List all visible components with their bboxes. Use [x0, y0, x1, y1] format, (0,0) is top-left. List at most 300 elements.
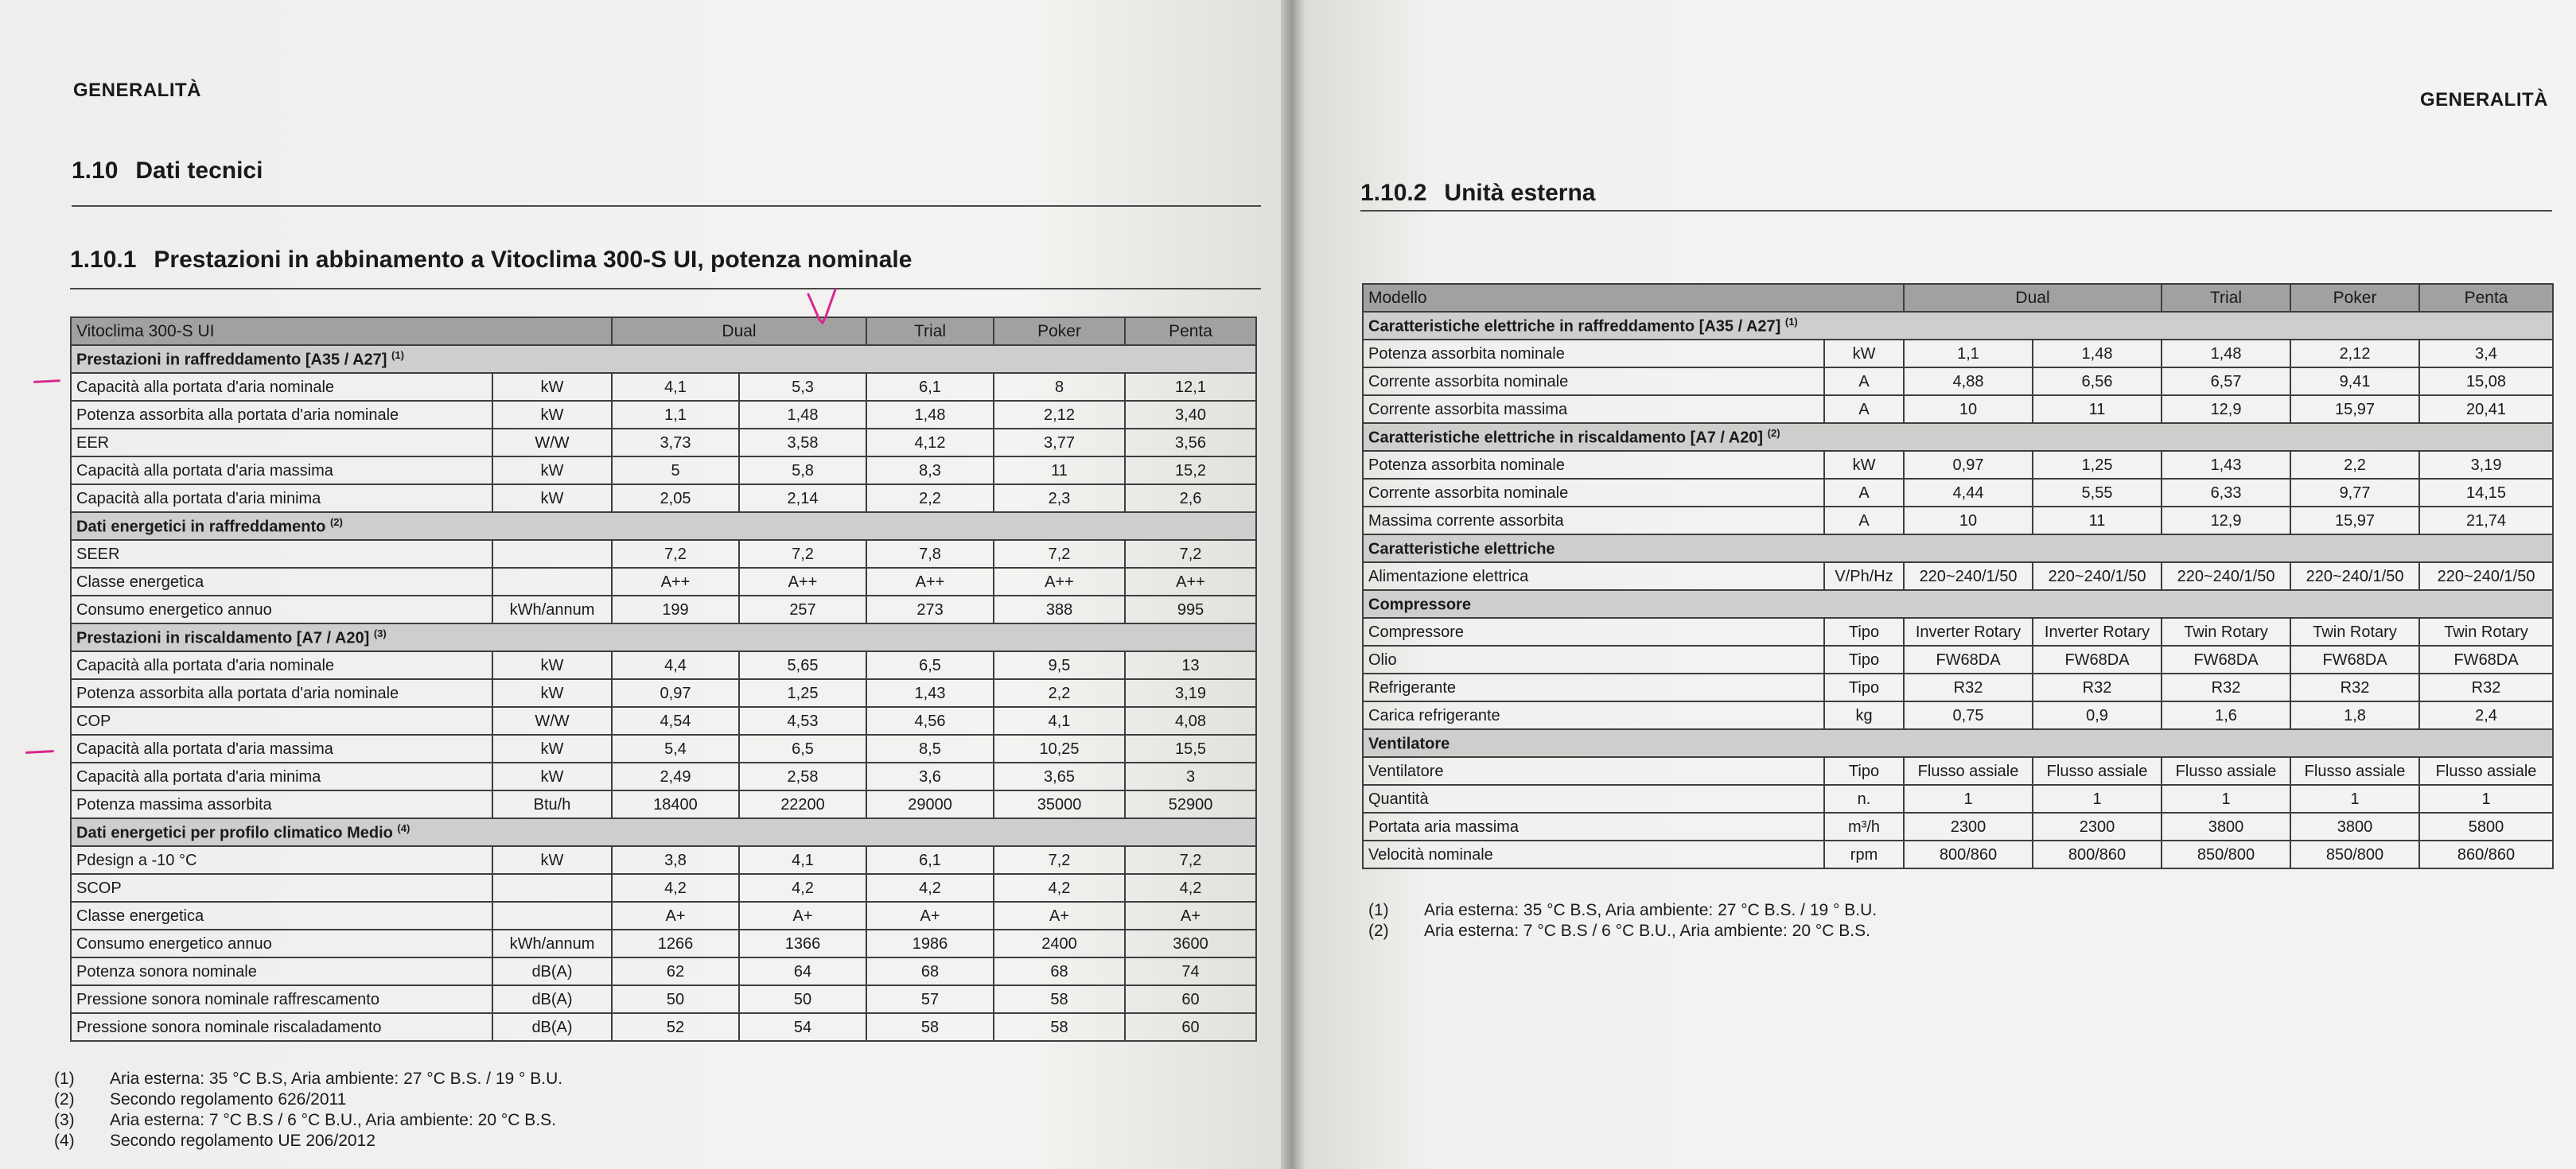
row-value: 0,97	[1904, 451, 2033, 479]
table-row	[71, 484, 1256, 512]
subsection-number: 1.10.2	[1360, 180, 1427, 206]
section-title-text: Prestazioni in riscaldamento [A7 / A20]	[76, 629, 370, 647]
header-dual: Dual	[612, 317, 866, 345]
footnote	[54, 1089, 562, 1110]
row-value: 1,48	[2033, 340, 2162, 367]
row-unit: dB(A)	[492, 957, 612, 985]
row-value: 3,56	[1125, 429, 1256, 456]
row-value: 3800	[2162, 813, 2290, 841]
row-value: 4,54	[612, 707, 739, 735]
header-poker: Poker	[994, 317, 1125, 345]
row-label: Potenza sonora nominale	[71, 957, 492, 985]
row-unit: kW	[492, 401, 612, 429]
row-value: 1	[2033, 785, 2162, 813]
row-label: Classe energetica	[71, 902, 492, 930]
row-value: 12,9	[2162, 395, 2290, 423]
row-value: 60	[1125, 985, 1256, 1013]
footnote-number: (1)	[54, 1070, 75, 1088]
row-value: 4,44	[1904, 479, 2033, 507]
section-title-text: Caratteristiche elettriche	[1368, 540, 1555, 558]
row-value: 50	[739, 985, 866, 1013]
row-value: 10	[1904, 507, 2033, 534]
row-value: 388	[994, 596, 1125, 623]
footnote-number: (1)	[1368, 901, 1389, 919]
row-label: Pdesign a -10 °C	[71, 846, 492, 874]
row-value: 21,74	[2419, 507, 2553, 534]
row-unit: kW	[492, 484, 612, 512]
row-value: FW68DA	[2033, 646, 2162, 674]
row-unit: kW	[492, 846, 612, 874]
footnote-number: (2)	[1368, 922, 1389, 940]
footnote	[1368, 921, 1877, 942]
row-label: Consumo energetico annuo	[71, 596, 492, 623]
table-row	[71, 930, 1256, 957]
row-value: 220~240/1/50	[2033, 562, 2162, 590]
row-value: Twin Rotary	[2290, 618, 2419, 646]
row-value: 58	[994, 1013, 1125, 1041]
table-row	[1363, 618, 2553, 646]
row-value: 15,97	[2290, 395, 2419, 423]
row-value: 1,25	[739, 679, 866, 707]
row-value: 5,65	[739, 651, 866, 679]
row-value: 9,77	[2290, 479, 2419, 507]
row-value: 3	[1125, 763, 1256, 790]
row-value: 2300	[2033, 813, 2162, 841]
table-row	[71, 651, 1256, 679]
row-value: R32	[1904, 674, 2033, 701]
row-value: 68	[866, 957, 994, 985]
section-label	[71, 345, 1256, 373]
row-label: SCOP	[71, 874, 492, 902]
table-row	[71, 401, 1256, 429]
row-label: Corrente assorbita nominale	[1363, 479, 1824, 507]
row-value: 9,41	[2290, 367, 2419, 395]
row-value: Twin Rotary	[2419, 618, 2553, 646]
row-value: 3,6	[866, 763, 994, 790]
row-value: 7,2	[994, 540, 1125, 568]
left-page	[0, 0, 1281, 1169]
row-value: 12,9	[2162, 507, 2290, 534]
row-value: 2,4	[2419, 701, 2553, 729]
row-value: 4,1	[994, 707, 1125, 735]
row-value: 2,49	[612, 763, 739, 790]
row-label: Corrente assorbita massima	[1363, 395, 1824, 423]
section-title-text: Compressore	[1368, 596, 1471, 614]
row-unit: A	[1824, 507, 1904, 534]
row-value: 58	[866, 1013, 994, 1041]
row-label: SEER	[71, 540, 492, 568]
table-row	[1363, 813, 2553, 841]
row-value: 2,2	[994, 679, 1125, 707]
table-row	[71, 874, 1256, 902]
row-unit: kW	[492, 456, 612, 484]
row-value: 4,2	[739, 874, 866, 902]
row-value: 4,4	[612, 651, 739, 679]
row-value: 1,1	[612, 401, 739, 429]
row-value: 15,2	[1125, 456, 1256, 484]
row-label: Quantità	[1363, 785, 1824, 813]
row-unit	[492, 902, 612, 930]
row-value: 2,2	[866, 484, 994, 512]
row-value: 74	[1125, 957, 1256, 985]
row-unit: Tipo	[1824, 757, 1904, 785]
footnote-ref: (1)	[391, 349, 404, 362]
section-title: Dati tecnici	[135, 157, 263, 184]
row-label: Capacità alla portata d'aria nominale	[71, 651, 492, 679]
row-unit: A	[1824, 367, 1904, 395]
row-value: 3,58	[739, 429, 866, 456]
row-value: Inverter Rotary	[2033, 618, 2162, 646]
row-value: 29000	[866, 790, 994, 818]
table-row	[1363, 479, 2553, 507]
row-unit: dB(A)	[492, 1013, 612, 1041]
row-label: Carica refrigerante	[1363, 701, 1824, 729]
row-value: 6,33	[2162, 479, 2290, 507]
row-value: 257	[739, 596, 866, 623]
table-row	[1363, 646, 2553, 674]
row-label: Potenza assorbita alla portata d'aria nominale	[71, 679, 492, 707]
footnote-text: Secondo regolamento 626/2011	[110, 1090, 347, 1109]
row-value: 0,9	[2033, 701, 2162, 729]
row-unit: kW	[492, 651, 612, 679]
performance-table	[70, 317, 1257, 1042]
row-value: 3,65	[994, 763, 1125, 790]
row-value: 62	[612, 957, 739, 985]
row-value: 7,2	[739, 540, 866, 568]
row-value: A++	[1125, 568, 1256, 596]
subsection-rule-left	[70, 288, 1261, 289]
row-value: 1	[2419, 785, 2553, 813]
table-header	[71, 317, 1256, 345]
table-row	[1363, 562, 2553, 590]
row-value: 1,25	[2033, 451, 2162, 479]
table-row	[71, 763, 1256, 790]
footnote-text: Aria esterna: 7 °C B.S / 6 °C B.U., Aria ambiente: 20 °C B.S.	[1424, 922, 1870, 940]
header-dual: Dual	[1904, 284, 2162, 312]
row-unit: V/Ph/Hz	[1824, 562, 1904, 590]
row-value: 22200	[739, 790, 866, 818]
footnote	[54, 1131, 562, 1152]
row-value: 8,5	[866, 735, 994, 763]
footnote	[54, 1069, 562, 1089]
row-unit	[492, 874, 612, 902]
row-unit: W/W	[492, 429, 612, 456]
row-unit: A	[1824, 395, 1904, 423]
section-title-text: Ventilatore	[1368, 735, 1450, 753]
table-row	[71, 1013, 1256, 1041]
row-label: Alimentazione elettrica	[1363, 562, 1824, 590]
row-value: 18400	[612, 790, 739, 818]
row-unit: kW	[492, 679, 612, 707]
row-unit: m³/h	[1824, 813, 1904, 841]
footnote-ref: (2)	[329, 516, 343, 529]
row-value: 5	[612, 456, 739, 484]
row-label: Olio	[1363, 646, 1824, 674]
table-section-row	[1363, 729, 2553, 757]
row-value: 1986	[866, 930, 994, 957]
table-row	[71, 679, 1256, 707]
row-value: 3,4	[2419, 340, 2553, 367]
row-value: 1	[2290, 785, 2419, 813]
row-value: FW68DA	[2162, 646, 2290, 674]
outdoor-unit-table	[1362, 283, 2554, 869]
row-value: 54	[739, 1013, 866, 1041]
row-value: R32	[2162, 674, 2290, 701]
table-row	[1363, 701, 2553, 729]
table-row	[71, 429, 1256, 456]
table-row	[71, 373, 1256, 401]
section-number: 1.10	[72, 157, 119, 184]
row-value: 9,5	[994, 651, 1125, 679]
row-unit: W/W	[492, 707, 612, 735]
row-label: Compressore	[1363, 618, 1824, 646]
row-label: Capacità alla portata d'aria massima	[71, 735, 492, 763]
row-label: Potenza assorbita nominale	[1363, 340, 1824, 367]
table-row	[71, 568, 1256, 596]
row-value: 12,1	[1125, 373, 1256, 401]
subsection-heading-left	[70, 247, 912, 274]
row-value: 14,15	[2419, 479, 2553, 507]
row-label: Potenza assorbita alla portata d'aria nominale	[71, 401, 492, 429]
table-row	[1363, 367, 2553, 395]
row-label: COP	[71, 707, 492, 735]
row-value: 7,2	[1125, 540, 1256, 568]
table-section-row	[71, 512, 1256, 540]
pen-check-icon	[805, 288, 840, 328]
table-row	[71, 540, 1256, 568]
row-value: A++	[739, 568, 866, 596]
row-value: FW68DA	[1904, 646, 2033, 674]
row-unit: A	[1824, 479, 1904, 507]
row-value: Flusso assiale	[1904, 757, 2033, 785]
header-penta: Penta	[1125, 317, 1256, 345]
row-value: 4,53	[739, 707, 866, 735]
row-value: R32	[2033, 674, 2162, 701]
row-unit: kW	[492, 763, 612, 790]
row-value: 11	[994, 456, 1125, 484]
table-row	[71, 596, 1256, 623]
row-value: 2,12	[2290, 340, 2419, 367]
row-value: Twin Rotary	[2162, 618, 2290, 646]
row-value: 220~240/1/50	[1904, 562, 2033, 590]
row-value: FW68DA	[2290, 646, 2419, 674]
table-row	[71, 735, 1256, 763]
row-unit: kWh/annum	[492, 596, 612, 623]
table-row	[71, 985, 1256, 1013]
subsection-title: Unità esterna	[1444, 180, 1596, 206]
row-value: 5,8	[739, 456, 866, 484]
section-title-text: Prestazioni in raffreddamento [A35 / A27]	[76, 351, 387, 369]
row-value: 52	[612, 1013, 739, 1041]
row-value: 3,73	[612, 429, 739, 456]
row-value: 52900	[1125, 790, 1256, 818]
row-label: Portata aria massima	[1363, 813, 1824, 841]
row-value: 8	[994, 373, 1125, 401]
row-value: A+	[1125, 902, 1256, 930]
header-poker: Poker	[2290, 284, 2419, 312]
row-label: Pressione sonora nominale raffrescamento	[71, 985, 492, 1013]
pen-highlight-mark	[25, 750, 54, 754]
row-value: 220~240/1/50	[2290, 562, 2419, 590]
row-value: 3600	[1125, 930, 1256, 957]
row-value: 0,75	[1904, 701, 2033, 729]
row-unit: Tipo	[1824, 618, 1904, 646]
row-value: 2,05	[612, 484, 739, 512]
table-row	[1363, 674, 2553, 701]
subsection-heading-right	[1360, 180, 1596, 207]
header-model: Modello	[1363, 284, 1904, 312]
section-label	[1363, 590, 2553, 618]
row-value: 2300	[1904, 813, 2033, 841]
row-value: A++	[612, 568, 739, 596]
running-head-right: GENERALITÀ	[2420, 89, 2548, 111]
row-value: 1,6	[2162, 701, 2290, 729]
row-value: 800/860	[2033, 841, 2162, 868]
row-value: 2400	[994, 930, 1125, 957]
footnote-number: (2)	[54, 1090, 75, 1109]
section-label	[71, 512, 1256, 540]
right-page	[1305, 0, 2576, 1169]
table-row	[71, 790, 1256, 818]
header-model: Vitoclima 300-S UI	[71, 317, 612, 345]
table-row	[1363, 507, 2553, 534]
row-unit: n.	[1824, 785, 1904, 813]
header-trial: Trial	[2162, 284, 2290, 312]
section-label	[1363, 423, 2553, 451]
row-value: 860/860	[2419, 841, 2553, 868]
row-label: EER	[71, 429, 492, 456]
row-value: 5,4	[612, 735, 739, 763]
row-value: 2,14	[739, 484, 866, 512]
section-label	[1363, 729, 2553, 757]
table-row	[1363, 785, 2553, 813]
footnote-ref: (2)	[1767, 427, 1780, 440]
row-label: Corrente assorbita nominale	[1363, 367, 1824, 395]
row-value: 6,5	[866, 651, 994, 679]
footnote-text: Aria esterna: 35 °C B.S, Aria ambiente: 27 °C B.S. / 19 ° B.U.	[110, 1070, 563, 1088]
row-value: 4,2	[866, 874, 994, 902]
row-value: 7,2	[612, 540, 739, 568]
subsection-title: Prestazioni in abbinamento a Vitoclima 300-S UI, potenza nominale	[154, 247, 912, 273]
running-head-left: GENERALITÀ	[73, 80, 201, 101]
table-row	[1363, 340, 2553, 367]
row-value: 1	[2162, 785, 2290, 813]
table-section-row	[1363, 423, 2553, 451]
row-value: 4,56	[866, 707, 994, 735]
table-row	[71, 456, 1256, 484]
row-unit: Tipo	[1824, 674, 1904, 701]
row-value: A+	[739, 902, 866, 930]
row-value: 1,48	[866, 401, 994, 429]
row-value: 7,2	[1125, 846, 1256, 874]
row-label: Velocità nominale	[1363, 841, 1824, 868]
row-unit: kW	[492, 735, 612, 763]
row-value: R32	[2290, 674, 2419, 701]
row-value: Flusso assiale	[2419, 757, 2553, 785]
row-unit	[492, 568, 612, 596]
section-title-text: Dati energetici in raffreddamento	[76, 518, 326, 536]
row-value: 4,2	[1125, 874, 1256, 902]
footnote-ref: (3)	[373, 627, 387, 640]
footnote-text: Aria esterna: 7 °C B.S / 6 °C B.U., Aria ambiente: 20 °C B.S.	[110, 1111, 556, 1129]
table-section-row	[71, 623, 1256, 651]
row-value: 5,3	[739, 373, 866, 401]
row-value: A+	[866, 902, 994, 930]
subsection-rule-right	[1360, 210, 2552, 212]
row-unit: kW	[1824, 340, 1904, 367]
footnote-number: (3)	[54, 1111, 75, 1129]
table-row	[71, 707, 1256, 735]
table-section-row	[1363, 534, 2553, 562]
section-label	[71, 623, 1256, 651]
table-row	[71, 957, 1256, 985]
table-row	[1363, 757, 2553, 785]
row-value: A++	[866, 568, 994, 596]
footnote-text: Aria esterna: 35 °C B.S, Aria ambiente: 27 °C B.S. / 19 ° B.U.	[1424, 901, 1878, 919]
table-section-row	[71, 818, 1256, 846]
row-value: 1	[1904, 785, 2033, 813]
row-value: A+	[612, 902, 739, 930]
row-value: 3,19	[1125, 679, 1256, 707]
row-value: 15,08	[2419, 367, 2553, 395]
row-value: 64	[739, 957, 866, 985]
table-row	[1363, 451, 2553, 479]
row-value: 1,43	[2162, 451, 2290, 479]
row-value: 2,2	[2290, 451, 2419, 479]
row-value: 1366	[739, 930, 866, 957]
row-value: 8,3	[866, 456, 994, 484]
row-unit	[492, 540, 612, 568]
row-value: 1,43	[866, 679, 994, 707]
row-value: R32	[2419, 674, 2553, 701]
row-label: Pressione sonora nominale riscaladamento	[71, 1013, 492, 1041]
row-value: 15,5	[1125, 735, 1256, 763]
row-value: 6,5	[739, 735, 866, 763]
row-value: 850/800	[2290, 841, 2419, 868]
row-unit: kW	[492, 373, 612, 401]
row-value: 2,3	[994, 484, 1125, 512]
pen-highlight-mark	[33, 379, 60, 383]
row-value: 6,1	[866, 846, 994, 874]
row-value: FW68DA	[2419, 646, 2553, 674]
row-label: Potenza massima assorbita	[71, 790, 492, 818]
row-unit: kg	[1824, 701, 1904, 729]
row-label: Capacità alla portata d'aria nominale	[71, 373, 492, 401]
book-gutter	[1281, 0, 1305, 1169]
table-section-row	[1363, 590, 2553, 618]
row-unit: dB(A)	[492, 985, 612, 1013]
footnote-ref: (1)	[1784, 316, 1798, 328]
header-trial: Trial	[866, 317, 994, 345]
footnote	[54, 1110, 562, 1131]
table-row	[71, 902, 1256, 930]
row-value: A++	[994, 568, 1125, 596]
row-value: 50	[612, 985, 739, 1013]
row-value: 11	[2033, 395, 2162, 423]
row-value: 199	[612, 596, 739, 623]
footnotes-right	[1368, 900, 1877, 942]
row-value: 3,77	[994, 429, 1125, 456]
row-value: 5,55	[2033, 479, 2162, 507]
footnote	[1368, 900, 1877, 921]
row-value: 57	[866, 985, 994, 1013]
row-label: Capacità alla portata d'aria minima	[71, 484, 492, 512]
row-label: Classe energetica	[71, 568, 492, 596]
row-value: 4,88	[1904, 367, 2033, 395]
row-value: 1,8	[2290, 701, 2419, 729]
row-value: Flusso assiale	[2162, 757, 2290, 785]
row-value: Flusso assiale	[2290, 757, 2419, 785]
